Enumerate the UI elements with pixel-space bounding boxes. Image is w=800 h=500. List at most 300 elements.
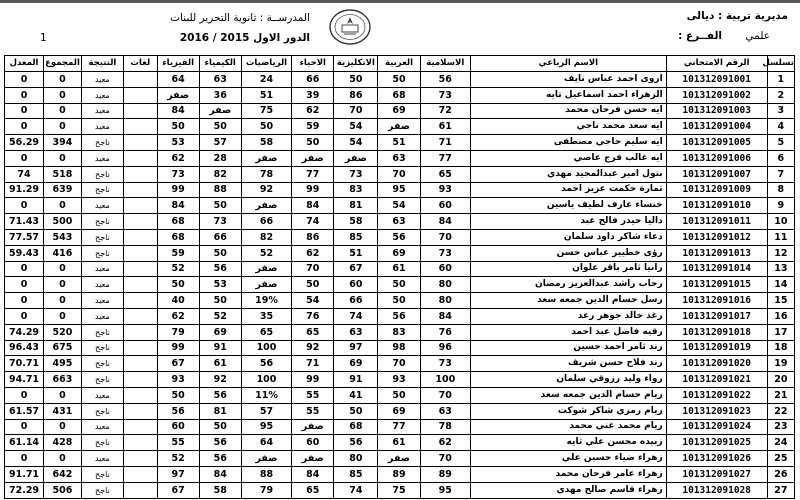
cell-languages (123, 72, 157, 88)
cell-serial: 18 (767, 340, 794, 356)
cell-languages (123, 293, 157, 309)
cell-result: ناجح (81, 482, 123, 498)
cell-biology: 54 (292, 293, 334, 309)
cell-english: 74 (334, 482, 378, 498)
cell-math: 88 (241, 466, 291, 482)
col-header-english: الانكليزية (334, 56, 378, 72)
cell-islamic: 62 (420, 435, 470, 451)
cell-serial: 24 (767, 435, 794, 451)
cell-islamic: 60 (420, 198, 470, 214)
cell-average: 0 (5, 72, 44, 88)
cell-english: 67 (334, 261, 378, 277)
cell-student-name: رسل حسام الدين جمعه سعد (471, 293, 667, 309)
cell-result: معيد (81, 293, 123, 309)
cell-student-name: زبيده محسن علي ثايه (471, 435, 667, 451)
cell-chemistry: 53 (199, 277, 241, 293)
cell-average: 0 (5, 150, 44, 166)
cell-result: ناجح (81, 356, 123, 372)
cell-arabic: 75 (378, 482, 420, 498)
table-row (5, 150, 795, 166)
cell-student-name: رند فلاح حسن شريف (471, 356, 667, 372)
cell-total: 639 (44, 182, 82, 198)
table-row (5, 340, 795, 356)
cell-islamic: 80 (420, 293, 470, 309)
cell-physics: 99 (157, 340, 199, 356)
cell-arabic: 50 (378, 277, 420, 293)
cell-languages (123, 166, 157, 182)
cell-result: ناجح (81, 372, 123, 388)
cell-serial: 20 (767, 372, 794, 388)
cell-islamic: 65 (420, 166, 470, 182)
cell-serial: 11 (767, 229, 794, 245)
cell-arabic: 50 (378, 72, 420, 88)
col-header-physics: الفيزياء (157, 56, 199, 72)
cell-average: 59.43 (5, 245, 44, 261)
cell-result: معيد (81, 198, 123, 214)
cell-student-name: ايه سليم حاجي مصطفى (471, 135, 667, 151)
cell-physics: 62 (157, 150, 199, 166)
cell-average: 61.14 (5, 435, 44, 451)
cell-average: 70.71 (5, 356, 44, 372)
cell-result: معيد (81, 308, 123, 324)
cell-arabic: 70 (378, 166, 420, 182)
cell-average: 71.43 (5, 214, 44, 230)
table-row (5, 103, 795, 119)
cell-math: 11% (241, 387, 291, 403)
cell-languages (123, 245, 157, 261)
cell-physics: صفر (157, 87, 199, 103)
cell-physics: 50 (157, 119, 199, 135)
cell-arabic: 98 (378, 340, 420, 356)
cell-total: 0 (44, 150, 82, 166)
cell-languages (123, 87, 157, 103)
cell-chemistry: 56 (199, 435, 241, 451)
cell-average: 74 (5, 166, 44, 182)
cell-exam-number: 101312091014 (666, 261, 767, 277)
cell-languages (123, 103, 157, 119)
cell-languages (123, 308, 157, 324)
cell-exam-number: 101312091022 (666, 387, 767, 403)
table-row (5, 435, 795, 451)
col-header-serial: تسلسل (767, 56, 794, 72)
cell-average: 0 (5, 451, 44, 467)
cell-result: معيد (81, 451, 123, 467)
col-header-result: النتيجة (81, 56, 123, 72)
col-header-math: الرياضيات (241, 56, 291, 72)
cell-arabic: 56 (378, 308, 420, 324)
cell-serial: 15 (767, 293, 794, 309)
cell-arabic: 69 (378, 103, 420, 119)
cell-total: 0 (44, 308, 82, 324)
cell-total: 663 (44, 372, 82, 388)
cell-result: معيد (81, 277, 123, 293)
cell-student-name: رحاب راشد عبدالعزيز رمضان (471, 277, 667, 293)
cell-serial: 13 (767, 261, 794, 277)
cell-math: 66 (241, 214, 291, 230)
cell-total: 428 (44, 435, 82, 451)
cell-student-name: ايه سعد محمد ناجي (471, 119, 667, 135)
cell-physics: 73 (157, 166, 199, 182)
cell-result: معيد (81, 119, 123, 135)
col-header-islamic: الاسلامية (420, 56, 470, 72)
cell-languages (123, 451, 157, 467)
cell-result: معيد (81, 419, 123, 435)
col-header-chemistry: الكيمياء (199, 56, 241, 72)
table-row (5, 245, 795, 261)
cell-total: 543 (44, 229, 82, 245)
cell-student-name: رند ثامر احمد حسين (471, 340, 667, 356)
cell-biology: 99 (292, 182, 334, 198)
cell-physics: 84 (157, 198, 199, 214)
cell-languages (123, 356, 157, 372)
cell-islamic: 73 (420, 245, 470, 261)
cell-average: 91.29 (5, 182, 44, 198)
cell-total: 0 (44, 103, 82, 119)
cell-english: 41 (334, 387, 378, 403)
cell-english: 97 (334, 340, 378, 356)
cell-arabic: 69 (378, 245, 420, 261)
cell-chemistry: 57 (199, 135, 241, 151)
cell-languages (123, 435, 157, 451)
cell-chemistry: 81 (199, 403, 241, 419)
cell-physics: 93 (157, 372, 199, 388)
table-row (5, 372, 795, 388)
cell-english: 63 (334, 324, 378, 340)
table-row (5, 419, 795, 435)
cell-math: 65 (241, 324, 291, 340)
cell-total: 500 (44, 214, 82, 230)
cell-total: 416 (44, 245, 82, 261)
cell-arabic: 68 (378, 87, 420, 103)
cell-biology: 92 (292, 340, 334, 356)
cell-islamic: 73 (420, 356, 470, 372)
cell-exam-number: 101312091009 (666, 182, 767, 198)
cell-english: 50 (334, 72, 378, 88)
cell-average: 74.29 (5, 324, 44, 340)
cell-exam-number: 101312091024 (666, 419, 767, 435)
cell-languages (123, 324, 157, 340)
cell-islamic: 84 (420, 214, 470, 230)
cell-total: 0 (44, 277, 82, 293)
cell-languages (123, 182, 157, 198)
cell-total: 0 (44, 387, 82, 403)
cell-chemistry: 69 (199, 324, 241, 340)
cell-average: 0 (5, 103, 44, 119)
cell-total: 0 (44, 198, 82, 214)
cell-math: 92 (241, 182, 291, 198)
cell-islamic: 76 (420, 324, 470, 340)
cell-languages (123, 150, 157, 166)
cell-arabic: 61 (378, 435, 420, 451)
cell-chemistry: 84 (199, 466, 241, 482)
cell-exam-number: 101312091023 (666, 403, 767, 419)
cell-arabic: 63 (378, 150, 420, 166)
cell-average: 0 (5, 87, 44, 103)
cell-result: ناجح (81, 340, 123, 356)
cell-result: ناجح (81, 229, 123, 245)
cell-languages (123, 419, 157, 435)
cell-serial: 25 (767, 451, 794, 467)
cell-result: ناجح (81, 403, 123, 419)
cell-arabic: 56 (378, 229, 420, 245)
cell-result: ناجح (81, 182, 123, 198)
cell-student-name: ريام رمزي شاكر شوكت (471, 403, 667, 419)
table-row (5, 451, 795, 467)
cell-physics: 62 (157, 308, 199, 324)
cell-total: 0 (44, 261, 82, 277)
cell-serial: 9 (767, 198, 794, 214)
table-row (5, 72, 795, 88)
cell-serial: 21 (767, 387, 794, 403)
cell-exam-number: 101312091015 (666, 277, 767, 293)
cell-student-name: ايه غالب فرج عاصي (471, 150, 667, 166)
cell-student-name: رغد خالد جوهر رعد (471, 308, 667, 324)
cell-chemistry: 91 (199, 340, 241, 356)
cell-biology: 76 (292, 308, 334, 324)
col-header-average: المعدل (5, 56, 44, 72)
cell-average: 0 (5, 387, 44, 403)
cell-biology: 62 (292, 245, 334, 261)
cell-islamic: 61 (420, 119, 470, 135)
cell-languages (123, 214, 157, 230)
cell-chemistry: 61 (199, 356, 241, 372)
cell-english: 58 (334, 214, 378, 230)
cell-student-name: ايه حسن فرحان محمد (471, 103, 667, 119)
cell-exam-number: 101312091001 (666, 72, 767, 88)
cell-arabic: 70 (378, 356, 420, 372)
table-row (5, 403, 795, 419)
cell-student-name: زهراء قاسم صالح مهدي (471, 482, 667, 498)
cell-total: 0 (44, 87, 82, 103)
cell-student-name: ريام محمد غني محمد (471, 419, 667, 435)
cell-exam-number: 101312091019 (666, 340, 767, 356)
top-cut-header (0, 0, 800, 3)
cell-serial: 5 (767, 135, 794, 151)
cell-islamic: 63 (420, 403, 470, 419)
school-label: المدرســة : ثانوية التحرير للبنات (170, 12, 310, 24)
cell-serial: 22 (767, 403, 794, 419)
cell-serial: 12 (767, 245, 794, 261)
cell-serial: 2 (767, 87, 794, 103)
cell-biology: 77 (292, 166, 334, 182)
cell-biology: 84 (292, 466, 334, 482)
cell-english: 70 (334, 103, 378, 119)
cell-biology: 60 (292, 435, 334, 451)
cell-physics: 56 (157, 403, 199, 419)
cell-math: 35 (241, 308, 291, 324)
cell-islamic: 77 (420, 150, 470, 166)
cell-islamic: 73 (420, 87, 470, 103)
cell-languages (123, 372, 157, 388)
cell-average: 0 (5, 308, 44, 324)
cell-average: 94.71 (5, 372, 44, 388)
cell-result: معيد (81, 72, 123, 88)
cell-arabic: 69 (378, 403, 420, 419)
cell-exam-number: 101312091016 (666, 293, 767, 309)
cell-math: 56 (241, 356, 291, 372)
cell-chemistry: 52 (199, 308, 241, 324)
cell-student-name: دعاء شاكر داود سلمان (471, 229, 667, 245)
cell-physics: 60 (157, 419, 199, 435)
cell-result: ناجح (81, 466, 123, 482)
cell-islamic: 70 (420, 451, 470, 467)
cell-physics: 52 (157, 451, 199, 467)
cell-arabic: 54 (378, 198, 420, 214)
cell-student-name: زهراء ضياء حسين علي (471, 451, 667, 467)
cell-average: 96.43 (5, 340, 44, 356)
cell-exam-number: 101312091027 (666, 466, 767, 482)
cell-total: 520 (44, 324, 82, 340)
cell-total: 431 (44, 403, 82, 419)
cell-english: 56 (334, 435, 378, 451)
cell-student-name: رانيا ثامر باقر علوان (471, 261, 667, 277)
cell-arabic: 61 (378, 261, 420, 277)
cell-math: 52 (241, 245, 291, 261)
cell-math: 78 (241, 166, 291, 182)
cell-english: 74 (334, 308, 378, 324)
cell-result: ناجح (81, 324, 123, 340)
cell-languages (123, 277, 157, 293)
cell-english: 85 (334, 229, 378, 245)
cell-chemistry: 73 (199, 214, 241, 230)
cell-chemistry: 50 (199, 198, 241, 214)
cell-result: معيد (81, 150, 123, 166)
cell-average: 0 (5, 277, 44, 293)
cell-english: 83 (334, 182, 378, 198)
cell-math: 79 (241, 482, 291, 498)
cell-chemistry: 50 (199, 293, 241, 309)
cell-chemistry: 92 (199, 372, 241, 388)
cell-physics: 79 (157, 324, 199, 340)
cell-average: 0 (5, 293, 44, 309)
table-header-row (5, 56, 795, 72)
cell-student-name: خنساء عارف لطيف ياسين (471, 198, 667, 214)
cell-chemistry: 28 (199, 150, 241, 166)
table-row (5, 182, 795, 198)
table-row (5, 87, 795, 103)
directorate-label: مديرية تربية : ديالى (686, 10, 788, 22)
cell-english: 54 (334, 135, 378, 151)
cell-biology: 84 (292, 198, 334, 214)
cell-arabic: 83 (378, 324, 420, 340)
cell-average: 91.71 (5, 466, 44, 482)
table-row (5, 198, 795, 214)
ministry-seal-icon (328, 8, 372, 46)
cell-physics: 55 (157, 435, 199, 451)
cell-result: معيد (81, 261, 123, 277)
cell-total: 495 (44, 356, 82, 372)
cell-total: 675 (44, 340, 82, 356)
cell-languages (123, 261, 157, 277)
cell-chemistry: 58 (199, 482, 241, 498)
cell-english: 69 (334, 356, 378, 372)
cell-average: 0 (5, 419, 44, 435)
cell-english: 86 (334, 87, 378, 103)
table-row (5, 229, 795, 245)
cell-chemistry: صفر (199, 103, 241, 119)
cell-math: 57 (241, 403, 291, 419)
cell-serial: 4 (767, 119, 794, 135)
cell-student-name: رقيه فاضل عبد احمد (471, 324, 667, 340)
cell-result: ناجح (81, 245, 123, 261)
cell-math: 58 (241, 135, 291, 151)
cell-chemistry: 66 (199, 229, 241, 245)
cell-physics: 99 (157, 182, 199, 198)
cell-math: 50 (241, 119, 291, 135)
cell-chemistry: 63 (199, 72, 241, 88)
cell-student-name: داليا حيدر فالح عبد (471, 214, 667, 230)
cell-islamic: 56 (420, 72, 470, 88)
table-row (5, 166, 795, 182)
cell-physics: 84 (157, 103, 199, 119)
cell-physics: 59 (157, 245, 199, 261)
cell-islamic: 100 (420, 372, 470, 388)
cell-biology: 50 (292, 277, 334, 293)
cell-math: صفر (241, 277, 291, 293)
cell-languages (123, 119, 157, 135)
table-row (5, 466, 795, 482)
cell-chemistry: 56 (199, 451, 241, 467)
cell-student-name: زهراء عامر فرحان محمد (471, 466, 667, 482)
cell-english: 51 (334, 245, 378, 261)
cell-biology: 74 (292, 214, 334, 230)
cell-islamic: 70 (420, 387, 470, 403)
col-header-total: المجموع (44, 56, 82, 72)
cell-biology: 66 (292, 72, 334, 88)
cell-biology: 59 (292, 119, 334, 135)
cell-biology: 55 (292, 403, 334, 419)
cell-total: 642 (44, 466, 82, 482)
cell-average: 56.29 (5, 135, 44, 151)
branch-label: الفــرع : (678, 30, 722, 42)
cell-exam-number: 101312091004 (666, 119, 767, 135)
cell-english: 81 (334, 198, 378, 214)
col-header-exam-number: الرقم الامتحاني (666, 56, 767, 72)
cell-physics: 67 (157, 482, 199, 498)
cell-languages (123, 387, 157, 403)
cell-physics: 68 (157, 229, 199, 245)
cell-chemistry: 88 (199, 182, 241, 198)
cell-languages (123, 135, 157, 151)
cell-languages (123, 340, 157, 356)
table-row (5, 135, 795, 151)
cell-student-name: رؤى خطيير عباس حسن (471, 245, 667, 261)
cell-islamic: 72 (420, 103, 470, 119)
cell-languages (123, 466, 157, 482)
cell-exam-number: 101312091005 (666, 135, 767, 151)
cell-exam-number: 101312091010 (666, 198, 767, 214)
cell-math: 51 (241, 87, 291, 103)
cell-chemistry: 56 (199, 387, 241, 403)
cell-chemistry: 50 (199, 419, 241, 435)
cell-arabic: صفر (378, 451, 420, 467)
cell-english: 60 (334, 277, 378, 293)
cell-arabic: 93 (378, 372, 420, 388)
cell-languages (123, 482, 157, 498)
table-row (5, 308, 795, 324)
cell-arabic: 89 (378, 466, 420, 482)
cell-result: معيد (81, 87, 123, 103)
cell-math: 75 (241, 103, 291, 119)
cell-biology: صفر (292, 150, 334, 166)
cell-biology: 65 (292, 482, 334, 498)
col-header-languages: لغات (123, 56, 157, 72)
table-row (5, 356, 795, 372)
cell-arabic: 50 (378, 293, 420, 309)
table-row (5, 261, 795, 277)
cell-english: 68 (334, 419, 378, 435)
page-number: 1 (40, 32, 47, 44)
